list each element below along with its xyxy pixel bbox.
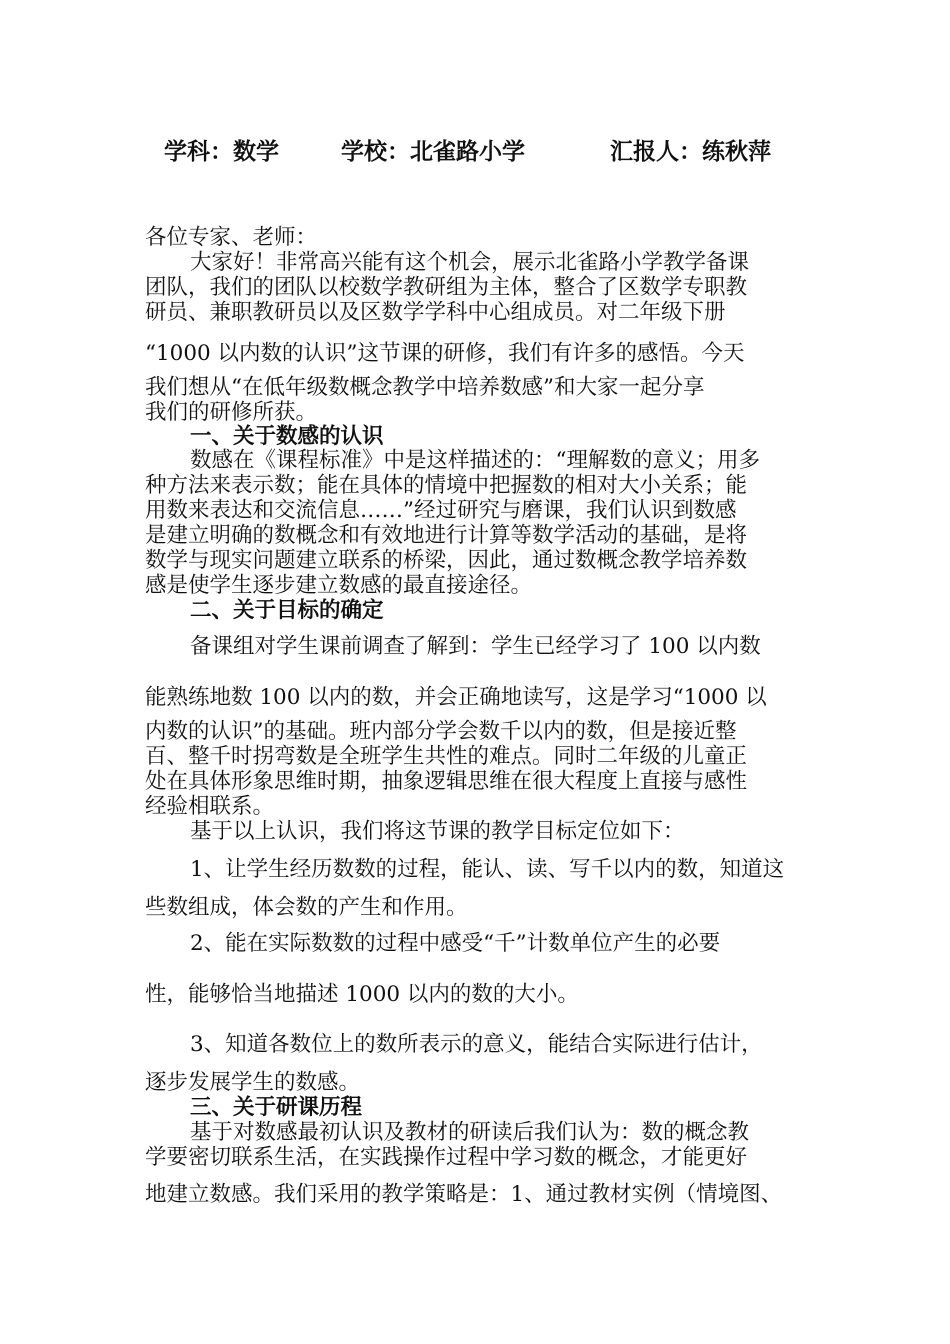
paragraph-line: 种方法来表示数；能在具体的情境中把握数的相对大小关系；能 bbox=[145, 473, 748, 498]
paragraph-line: 研员、兼职教研员以及区数学学科中心组成员。对二年级下册 bbox=[145, 300, 726, 325]
paragraph-line: 我们想从“在低年级数概念教学中培养数感”和大家一起分享 bbox=[145, 375, 705, 400]
section-heading: 二、关于目标的确定 bbox=[190, 598, 384, 623]
goal-item-continued: 些数组成，体会数的产生和作用。 bbox=[145, 895, 468, 920]
goal-item: 1、让学生经历数数的过程，能认、读、写千以内的数，知道这 bbox=[190, 857, 785, 882]
paragraph-line: 我们的研修所获。 bbox=[145, 400, 318, 425]
paragraph-line: 大家好！非常高兴能有这个机会，展示北雀路小学教学备课 bbox=[190, 250, 750, 275]
paragraph-line: 数学与现实问题建立联系的桥梁，因此，通过数概念教学培养数 bbox=[145, 548, 748, 573]
paragraph-line: 备课组对学生课前调查了解到：学生已经学习了 100 以内数 bbox=[190, 634, 761, 659]
paragraph-line: 团队，我们的团队以校数学教研组为主体，整合了区数学专职教 bbox=[145, 275, 748, 300]
paragraph-line: 基于以上认识，我们将这节课的教学目标定位如下： bbox=[190, 819, 685, 844]
goal-item: 2、能在实际数数的过程中感受“千”计数单位产生的必要 bbox=[190, 931, 721, 956]
report-header bbox=[0, 133, 950, 167]
paragraph-line: 用数来表达和交流信息……”经过研究与磨课，我们认识到数感 bbox=[145, 498, 737, 523]
goal-item-continued: 性，能够恰当地描述 1000 以内的数的大小。 bbox=[145, 982, 579, 1007]
paragraph-line: 经验相联系。 bbox=[145, 794, 275, 819]
subject-label: 学科：数学 bbox=[164, 138, 279, 165]
section-heading: 一、关于数感的认识 bbox=[190, 424, 384, 449]
salutation: 各位专家、老师： bbox=[145, 225, 318, 250]
paragraph-line: “1000 以内数的认识”这节课的研修，我们有许多的感悟。今天 bbox=[145, 341, 745, 366]
paragraph-line: 内数的认识”的基础。班内部分学会数千以内的数，但是接近整 bbox=[145, 719, 737, 744]
paragraph-line: 学要密切联系生活，在实践操作过程中学习数的概念，才能更好 bbox=[145, 1145, 748, 1170]
paragraph-line: 数感在《课程标准》中是这样描述的：“理解数的意义；用多 bbox=[190, 448, 760, 473]
paragraph-line: 基于对数感最初认识及教材的研读后我们认为：数的概念教 bbox=[190, 1120, 750, 1145]
paragraph-line: 是建立明确的数概念和有效地进行计算等数学活动的基础，是将 bbox=[145, 523, 748, 548]
reporter-label: 汇报人：练秋萍 bbox=[610, 138, 771, 165]
paragraph-line: 感是使学生逐步建立数感的最直接途径。 bbox=[145, 573, 533, 598]
school-label: 学校：北雀路小学 bbox=[341, 138, 525, 165]
section-heading: 三、关于研课历程 bbox=[190, 1095, 363, 1120]
paragraph-line: 地建立数感。我们采用的教学策略是：1、通过教材实例（情境图、 bbox=[145, 1182, 783, 1207]
paragraph-line: 百、整千时拐弯数是全班学生共性的难点。同时二年级的儿童正 bbox=[145, 744, 748, 769]
paragraph-line: 能熟练地数 100 以内的数，并会正确地读写，这是学习“1000 以 bbox=[145, 685, 767, 710]
paragraph-line: 处在具体形象思维时期，抽象逻辑思维在很大程度上直接与感性 bbox=[145, 769, 748, 794]
goal-item-continued: 逐步发展学生的数感。 bbox=[145, 1070, 361, 1095]
goal-item: 3、知道各数位上的数所表示的意义，能结合实际进行估计， bbox=[190, 1032, 763, 1057]
